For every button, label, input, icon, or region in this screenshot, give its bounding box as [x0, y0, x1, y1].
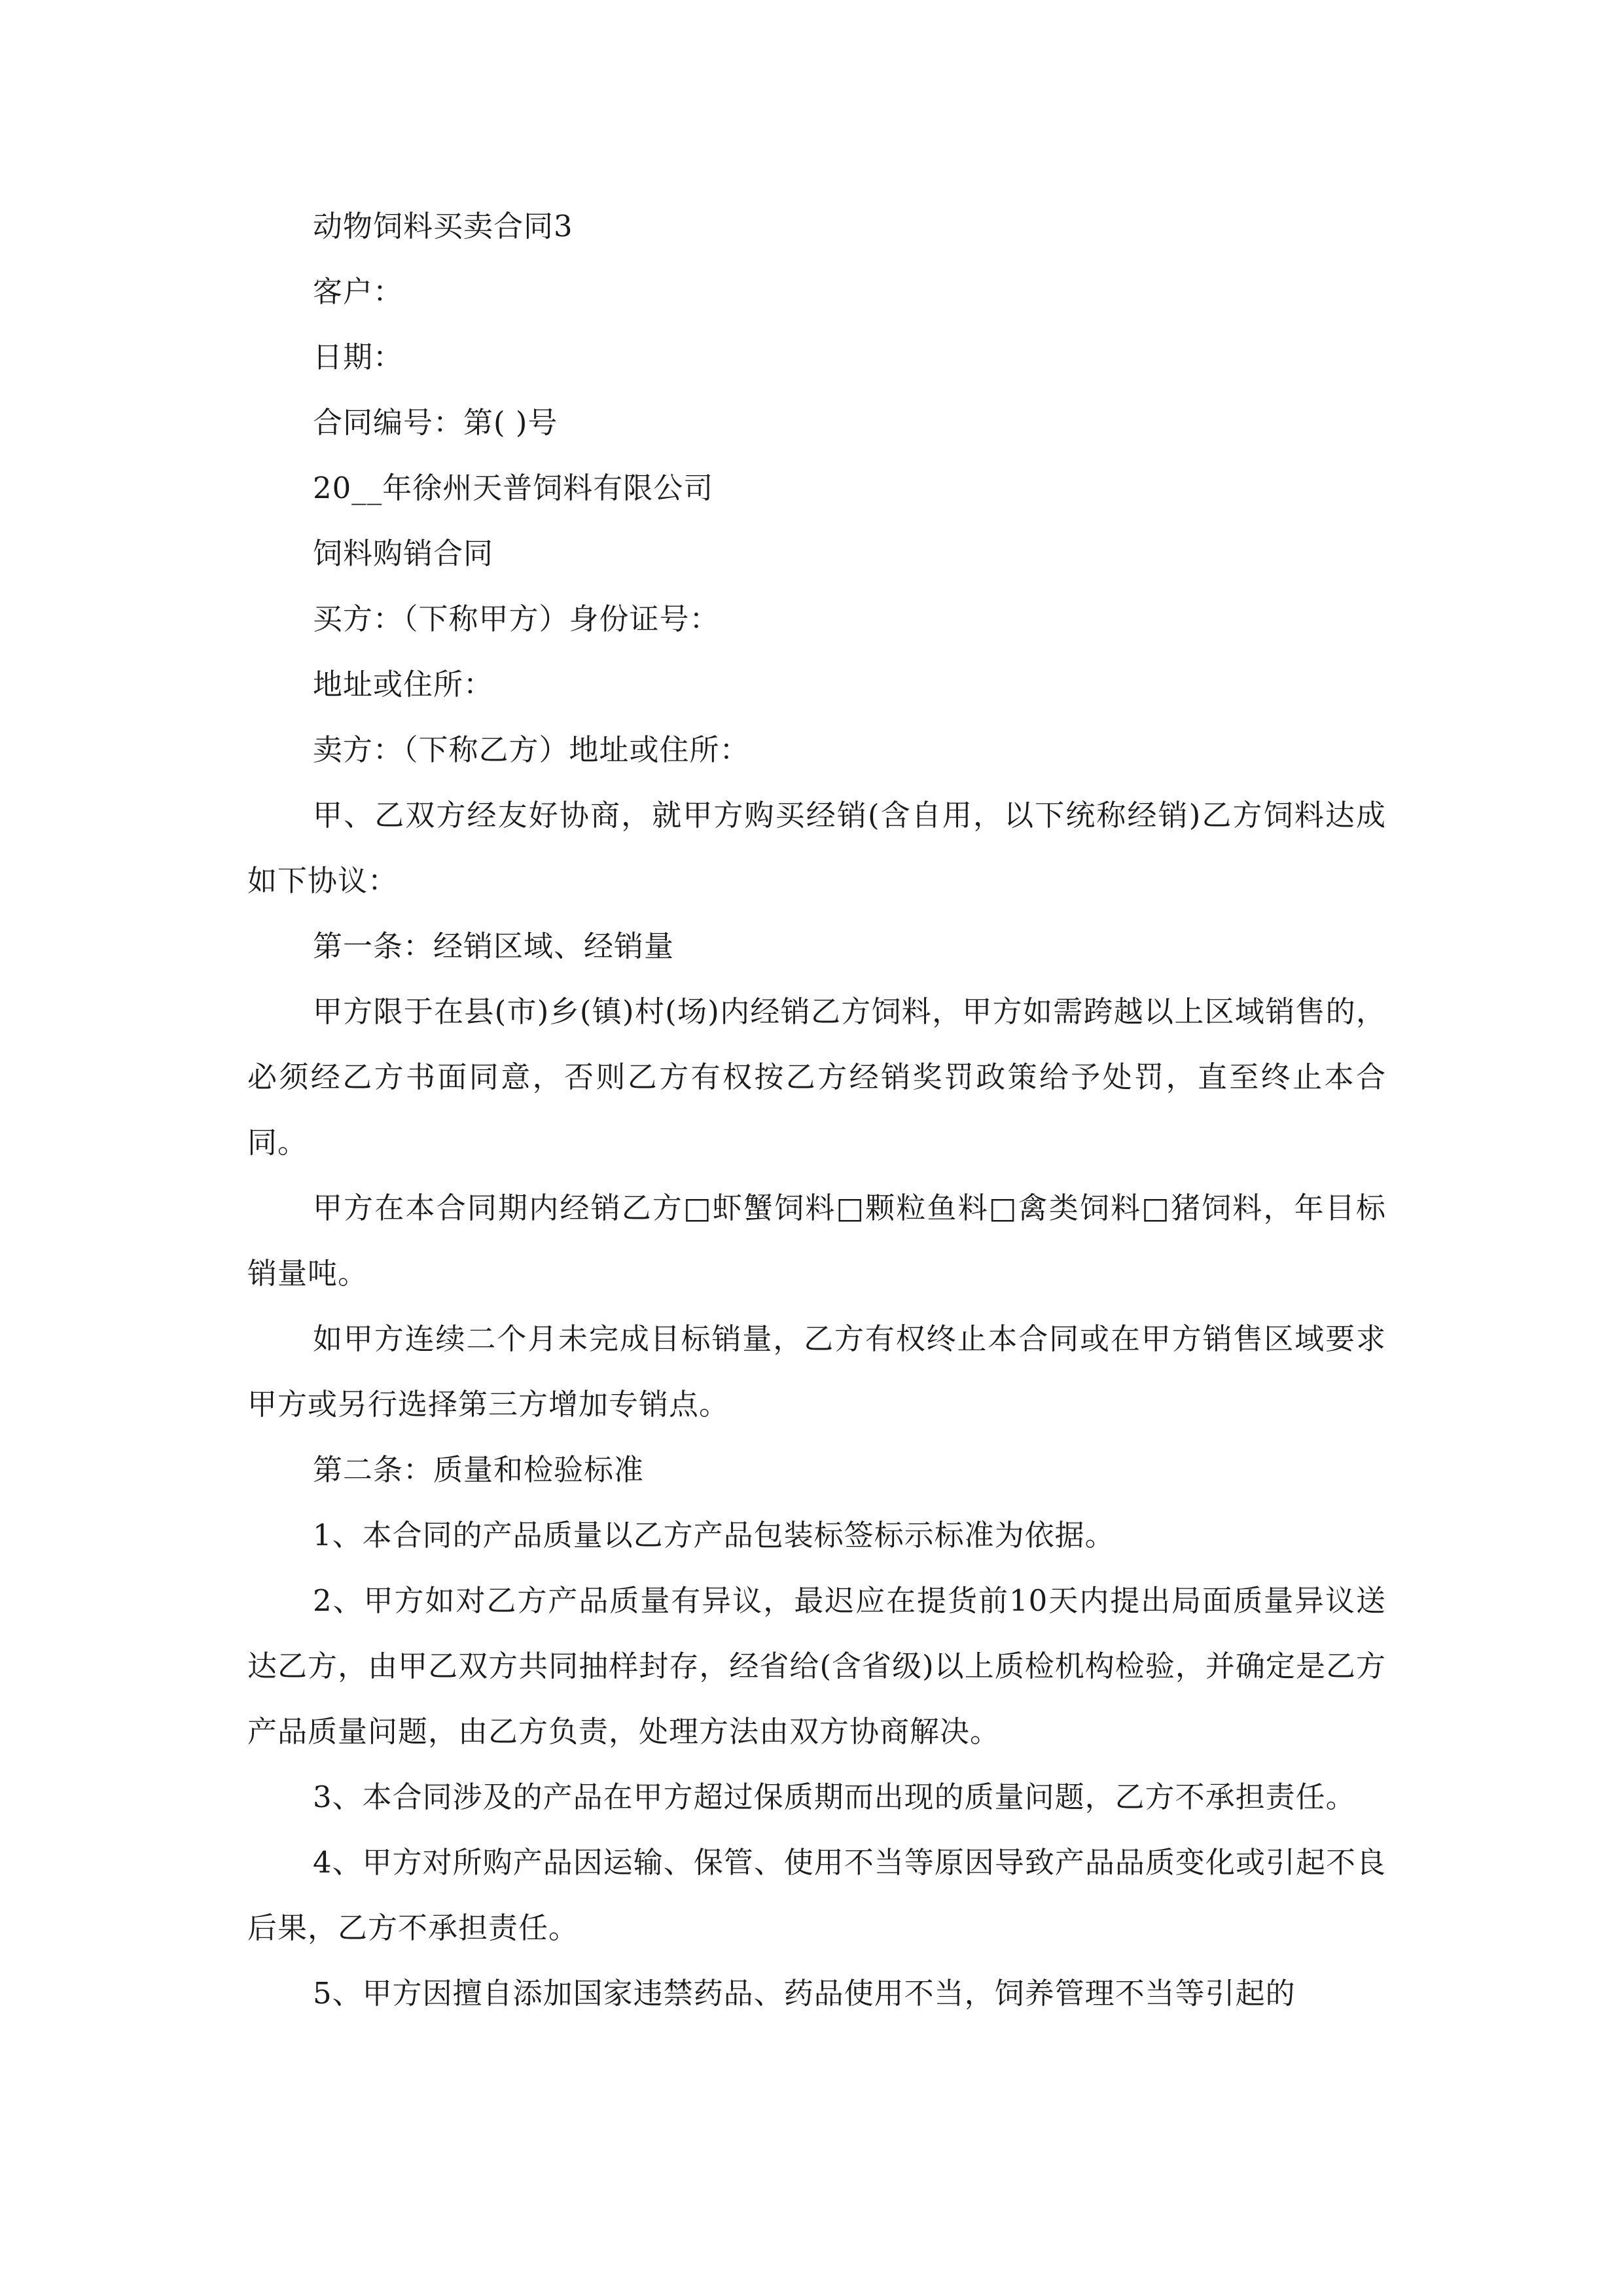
customer-label: 客户： — [313, 274, 404, 309]
date-label: 日期： — [313, 340, 404, 374]
contract-number: 合同编号：第( )号 — [313, 405, 558, 440]
intro-paragraph: 甲、乙双方经友好协商，就甲方购买经销(含自用，以下统称经销)乙方饲料达成如下协议： — [247, 798, 1386, 898]
buyer-line: 买方：（下称甲方）身份证号： — [313, 601, 720, 636]
article-1-paragraph-2: 甲方在本合同期内经销乙方□虾蟹饲料□颗粒鱼料□禽类饲料□猪饲料，年目标销量吨。 — [247, 1191, 1386, 1291]
article-1-title: 第一条：经销区域、经销量 — [313, 929, 675, 963]
document-title: 动物饲料买卖合同3 — [313, 209, 573, 243]
address-line: 地址或住所： — [313, 667, 494, 702]
article-2-item-4: 4、甲方对所购产品因运输、保管、使用不当等原因导致产品品质变化或引起不良后果，乙方不承担责任。 — [247, 1845, 1386, 1945]
article-2-item-5: 5、甲方因擅自添加国家违禁药品、药品使用不当，饲养管理不当等引起的 — [313, 1976, 1296, 2011]
seller-line: 卖方：（下称乙方）地址或住所： — [313, 732, 750, 767]
document-page — [247, 194, 1386, 2026]
contract-name: 饲料购销合同 — [313, 536, 494, 571]
article-1-paragraph-1: 甲方限于在县(市)乡(镇)村(场)内经销乙方饲料，甲方如需跨越以上区域销售的，必须经乙方书面同意，否则乙方有权按乙方经销奖罚政策给予处罚，直至终止本合同。 — [247, 994, 1386, 1160]
article-2-item-1: 1、本合同的产品质量以乙方产品包装标签标示标准为依据。 — [313, 1518, 1115, 1552]
company-line: 20__年徐州天普饲料有限公司 — [313, 471, 714, 505]
article-2-item-2: 2、甲方如对乙方产品质量有异议，最迟应在提货前10天内提出局面质量异议送达乙方，由甲乙双方共同抽样封存，经省给(含省级)以上质检机构检验，并确定是乙方产品质量问题，由乙方负责，处理方法由双方协商解决。 — [247, 1583, 1386, 1749]
article-2-item-3: 3、本合同涉及的产品在甲方超过保质期而出现的质量问题，乙方不承担责任。 — [313, 1780, 1356, 1814]
article-1-paragraph-3: 如甲方连续二个月未完成目标销量，乙方有权终止本合同或在甲方销售区域要求甲方或另行选择第三方增加专销点。 — [247, 1321, 1386, 1422]
article-2-title: 第二条：质量和检验标准 — [313, 1452, 645, 1487]
